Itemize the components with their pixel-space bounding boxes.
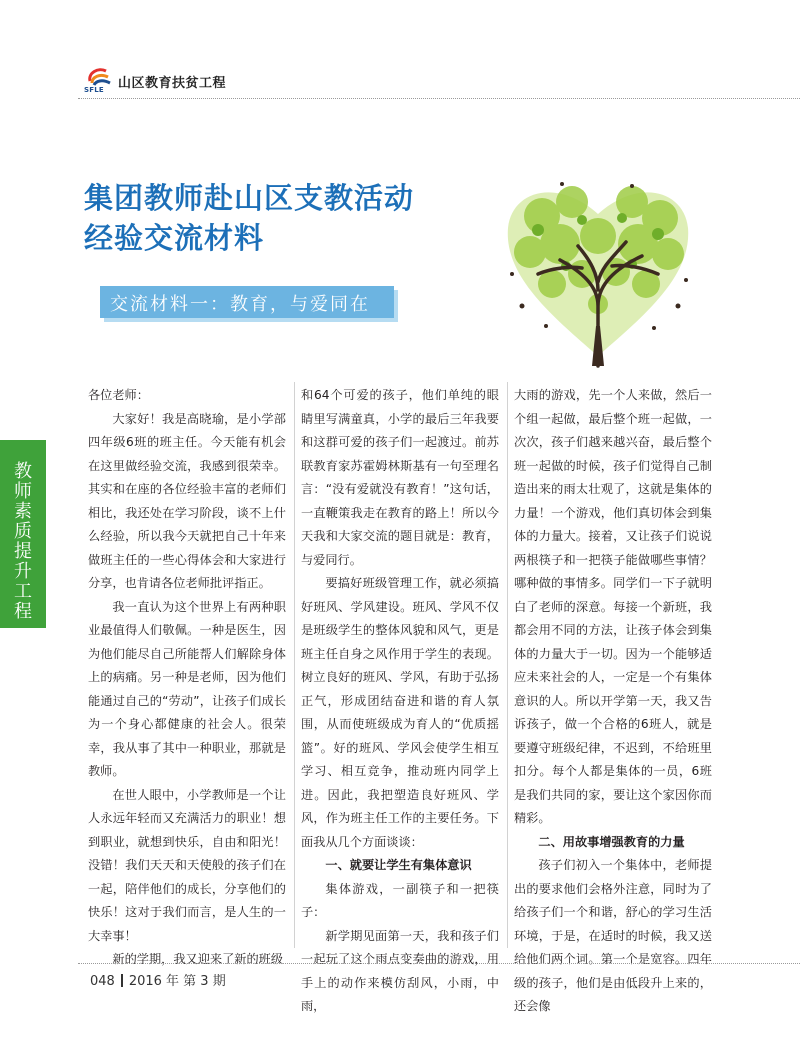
text-column-2 — [301, 384, 499, 1019]
paragraph: 在世人眼中，小学教师是一个让人永远年轻而又充满活力的职业！想到职业，就想到快乐，自由和阳光！没错！我们天天和天使般的孩子们在一起，陪伴他们的成长，分享他们的快乐！这对于我们而言，是人生的一大幸事！ — [88, 787, 286, 943]
text-column-3 — [514, 384, 712, 1019]
paragraph: 集体游戏，一副筷子和一把筷子： — [301, 881, 499, 919]
magazine-header — [84, 66, 226, 96]
paragraph: 大家好！我是高晓瑜，是小学部四年级6班的班主任。今天能有机会在这里做经验交流，我感到很荣幸。其实和在座的各位经验丰富的老师们相比，我还处在学习阶段，谈不上什么经验，所以我今天就把自己十年来做班主任的一些心得体会和大家进行分享，也肯请各位老师批评指正。 — [88, 411, 286, 590]
article-title-line1: 集团教师赴山区支教活动 — [84, 181, 415, 215]
paragraph: 和64个可爱的孩子，他们单纯的眼睛里写满童真，小学的最后三年我要和这群可爱的孩子们一起渡过。前苏联教育家苏霍姆林斯基有一句至理名言：“没有爱就没有教育！”这句话，一直鞭策我走在教育的路上！所以今天我和大家交流的题目就是：教育，与爱同行。 — [301, 388, 499, 567]
article-title-line2: 经验交流材料 — [84, 221, 265, 255]
side-tab-label: 教师素质提升工程 — [14, 461, 32, 622]
section-heading: 二、用故事增强教育的力量 — [538, 834, 685, 849]
paragraph: 新学期见面第一天，我和孩子们一起玩了这个雨点变奏曲的游戏，用手上的动作来模仿刮风，小雨，中雨， — [301, 928, 499, 1013]
article-title — [84, 178, 414, 258]
paragraph: 各位老师： — [88, 388, 149, 402]
page-footer — [90, 970, 226, 989]
page-number: 048 — [90, 974, 115, 989]
text-column-1 — [88, 384, 286, 972]
column-divider — [507, 382, 508, 948]
paragraph: 要搞好班级管理工作，就必须搞好班风、学风建设。班风、学风不仅是班级学生的整体风貌和风气，更是班主任自身之风作用于学生的表现。树立良好的班风、学风，有助于弘扬正气，形成团结奋进和谐的育人氛围，从而使班级成为育人的“优质摇篮”。好的班风、学风会使学生相互学习、相互竞争，推动班内同学上进。因此，我把塑造良好班风、学风，作为班主任工作的主要任务。下面我从几个方面谈谈： — [301, 576, 499, 849]
sfle-logo-icon — [84, 67, 112, 95]
paragraph: 新的学期，我又迎来了新的班级 — [112, 952, 284, 966]
paragraph: 孩子们初入一个集体中，老师提出的要求他们会格外注意，同时为了给孩子们一个和谐，舒心的学习生活环境，于是，在适时的时候，我又送给他们两个词。第一个是宽容。四年级的孩子，他们是由低段升上来的，还会像 — [514, 858, 712, 1013]
paragraph: 我一直认为这个世界上有两种职业最值得人们敬佩。一种是医生，因为他们能尽自己所能帮人们解除身体上的病痛。另一种是老师，因为他们能通过自己的“劳动”，让孩子们成长为一个身心都健康的社会人。很荣幸，我从事了其中一种职业，那就是教师。 — [88, 599, 286, 778]
subtitle-banner — [100, 286, 394, 318]
logo-text: SFLE — [84, 86, 104, 94]
footer-divider — [78, 963, 800, 964]
article-subtitle: 交流材料一：教育，与爱同在 — [110, 294, 370, 315]
side-tab — [0, 440, 46, 628]
issue-label: 2016 年 第 3 期 — [128, 974, 226, 989]
column-divider — [294, 382, 295, 948]
footer-separator — [121, 974, 123, 987]
section-heading: 一、就要让学生有集体意识 — [325, 858, 472, 872]
section-title: 山区教育扶贫工程 — [118, 75, 227, 91]
header-divider — [78, 98, 800, 99]
heart-tree-icon — [482, 156, 714, 370]
paragraph: 大雨的游戏，先一个人来做，然后一个组一起做，最后整个班一起做，一次次，孩子们越来越兴奋，最后整个班一起做的时候，孩子们觉得自己制造出来的雨太壮观了，这就是集体的力量！一个游戏，他们真切体会到集体的力量大。接着，又让孩子们说说两根筷子和一把筷子能做哪些事情？哪种做的事情多。同学们一下子就明白了老师的深意。每接一个新班，我都会用不同的方法，让孩子体会到集体的力量大于一切。因为一个能够适应未来社会的人，一定是一个有集体意识的人。所以开学第一天，我又告诉孩子，做一个合格的6班人，就是要遵守班级纪律，不迟到，不给班里扣分。每个人都是集体的一员，6班是我们共同的家，要让这个家因你而精彩。 — [514, 388, 712, 825]
